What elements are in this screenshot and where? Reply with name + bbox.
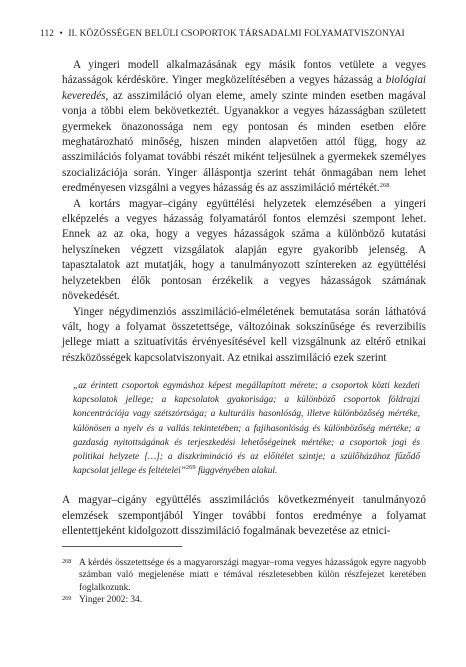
footnote-number: 268 (62, 558, 72, 565)
footnotes (62, 557, 426, 607)
footnote-ref-268[interactable]: 268 (379, 182, 390, 190)
header-bullet: • (59, 29, 63, 39)
italic-term: biológiai keveredés (62, 74, 426, 102)
paragraph-3: Yinger négydimenziós asszimiláció-elméletének bemutatása során láthatóvá vált, hogy a folyamat összetettsége, változóinak sokszínűsége és reverzibilis jellege miatt a szituatívitás érvényesítésével kell vizsgálnunk az eltérő etnikai részközösségek kapcsolatviszonyait. Az etnikai asszimiláció ezek szerint (62, 305, 426, 364)
footnote-268 (62, 557, 426, 594)
footnote-divider (62, 546, 182, 547)
footnote-text: A kérdés összetettsége és a magyarországi magyar–roma vegyes házasságok egyre nagyobb számban való megjelenése miatt e témával részletesebben külön részfejezet keretében foglalkozunk. (79, 558, 426, 593)
footnote-ref-269[interactable]: 269 (185, 464, 196, 472)
block-quote (73, 379, 420, 478)
quote-text: „az érintett csoportok egymáshoz képest megállapított mérete; a csoportok közti kezdeti kapcsolatok jellege; a kapcsolatok gyakorisága; a különböző csoportok földrajzi koncentrációja vagy szétszórtsága; a kulturális hasonlóság, illetve különbözőség mértéke, különösen a nyelv és a vallás tekintetében; a fajihasonlóság és különbözőség mértéke; a gazdaság nyitottságának és terjeszkedési lehetőségeinek mértéke; a csoportok jogi és politikai helyzete […]; a diszkrimináció és az előítélet szintje; a szülőházához fűződő kapcsolat jellege és feltételei” (73, 381, 420, 477)
footnote-269 (62, 594, 426, 606)
paragraph-2: A kortárs magyar–cigány együttélési helyzetek elemzésében a yingeri elképzelés a vegyes házasság folyamatáról fontos elemzési szempont lehet. Ennek az az oka, hogy a vegyes házasságok száma a különböző kutatási helyszíneken végzett vizsgálatok alapján egyre gyakoribb jelenség. A tapasztalatok azt mutatják, hogy a tanulmányozott színtereken az együttélési helyzetekben élők pontosan érzékelik a vegyes házasságok számának növekedését. (62, 197, 426, 303)
footnote-text: Yinger 2002: 34. (79, 595, 143, 606)
running-header (40, 29, 430, 39)
paragraph-4: A magyar–cigány együttélés asszimilációs következményeit tanulmányozó elemzések szempontjából Yinger további fontos eredménye a folyamat ellentettjeként kidolgozott disszimiláció fogalmának bevezetése az etnici- (62, 494, 426, 538)
footnote-number: 269 (62, 595, 72, 603)
paragraph-1 (62, 58, 426, 197)
body-text (62, 58, 426, 539)
chapter-title: II. KÖZÖSSÉGEN BELÜLI CSOPORTOK TÁRSADALMI FOLYAMATVISZONYAI (68, 29, 405, 39)
paragraph-1-text-a: A yingeri modell alkalmazásának egy másik fontos vetülete a vegyes házasságok kérdésköre. Yinger megközelítésében a vegyes házasság a (62, 59, 426, 87)
page-number: 112 (40, 29, 55, 39)
paragraph-1-text-b: , az asszimiláció olyan eleme, amely szinte minden esetben magával vonja a többi elem bekövetkeztét. Ugyanakkor a vegyes házasságban született gyermekek önazonossága nem egy pontosan és minden esetben előre meghatározható minőség, hiszen minden alapvetően attól függ, hogy az asszimilációs folyamat további részét miként teljesülnek a gyermekek személyes szocializációja során. Yinger álláspontja szerint tehát önmagában nem lehet eredményesen vizsgálni a vegyes házasság és az asszimiláció mértékét. (62, 89, 426, 195)
quote-text-end: függvényében alakul. (195, 466, 278, 477)
